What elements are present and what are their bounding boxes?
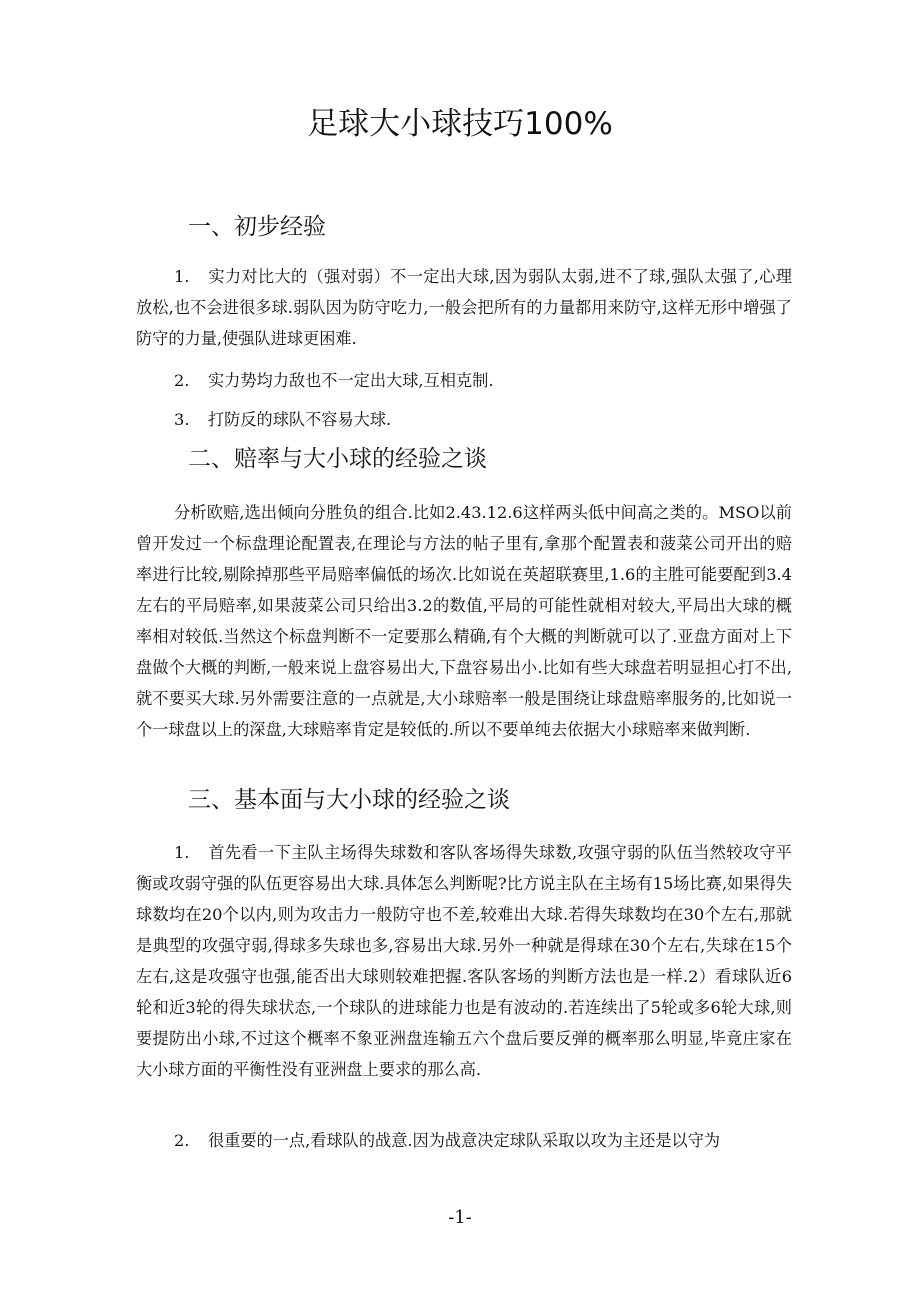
- item-text: 实力势均力敌也不一定出大球,互相克制.: [208, 371, 494, 390]
- item-number: 2.: [174, 1131, 190, 1150]
- list-item: [136, 1125, 792, 1156]
- item-text: 打防反的球队不容易大球.: [208, 410, 392, 429]
- item-number: 1.: [174, 267, 190, 286]
- item-text: 很重要的一点,看球队的战意.因为战意决定球队采取以攻为主还是以守为: [208, 1131, 721, 1150]
- section-heading-3: 三、基本面与大小球的经验之谈: [188, 787, 510, 813]
- list-item: [136, 837, 792, 1085]
- item-number: 1.: [174, 843, 190, 862]
- item-number: 3.: [174, 410, 190, 429]
- section-heading-1: 一、初步经验: [188, 214, 326, 240]
- section-heading-2: 二、赔率与大小球的经验之谈: [188, 446, 487, 472]
- item-text: 首先看一下主队主场得失球数和客队客场得失球数,攻强守弱的队伍当然较攻守平衡或攻弱守强的队伍更容易出大球.具体怎么判断呢?比方说主队在主场有15场比赛,如果得失球数均在20个以内,则为攻击力一般防守也不差,较难出大球.若得失球数均在30个左右,那就是典型的攻强守弱,得球多失球也多,容易出大球.另外一种就是得球在30个左右,失球在15个左右,这是攻强守也强,能否出大球则较难把握.客队客场的判断方法也是一样.2）看球队近6轮和近3轮的得失球状态,一个球队的进球能力也是有波动的.若连续出了5轮或多6轮大球,则要提防出小球,不过这个概率不象亚洲盘连输五六个盘后要反弹的概率那么明显,毕竟庄家在大小球方面的平衡性没有亚洲盘上要求的那么高.: [136, 843, 792, 1079]
- document-title: 足球大小球技巧100%: [307, 106, 613, 142]
- list-item: [136, 365, 792, 396]
- paragraph-text: 分析欧赔,选出倾向分胜负的组合.比如2.43.12.6这样两头低中间高之类的。MSO以前曾开发过一个标盘理论配置表,在理论与方法的帖子里有,拿那个配置表和菠菜公司开出的赔率进行比较,剔除掉那些平局赔率偏低的场次.比如说在英超联赛里,1.6的主胜可能要配到3.4左右的平局赔率,如果菠菜公司只给出3.2的数值,平局的可能性就相对较大,平局出大球的概率相对较低.当然这个标盘判断不一定要那么精确,有个大概的判断就可以了.亚盘方面对上下盘做个大概的判断,一般来说上盘容易出大,下盘容易出小.比如有些大球盘若明显担心打不出,就不要买大球.另外需要注意的一点就是,大小球赔率一般是围绕让球盘赔率服务的,比如说一个一球盘以上的深盘,大球赔率肯定是较低的.所以不要单纯去依据大小球赔率来做判断.: [136, 503, 792, 739]
- list-item: [136, 261, 792, 354]
- item-text: 实力对比大的（强对弱）不一定出大球,因为弱队太弱,进不了球,强队太强了,心理放松,也不会进很多球.弱队因为防守吃力,一般会把所有的力量都用来防守,这样无形中增强了防守的力量,使强队进球更困难.: [136, 267, 792, 348]
- page-number: -1-: [448, 1207, 472, 1228]
- body-paragraph: [136, 497, 792, 745]
- list-item: [136, 404, 792, 435]
- item-number: 2.: [174, 371, 190, 390]
